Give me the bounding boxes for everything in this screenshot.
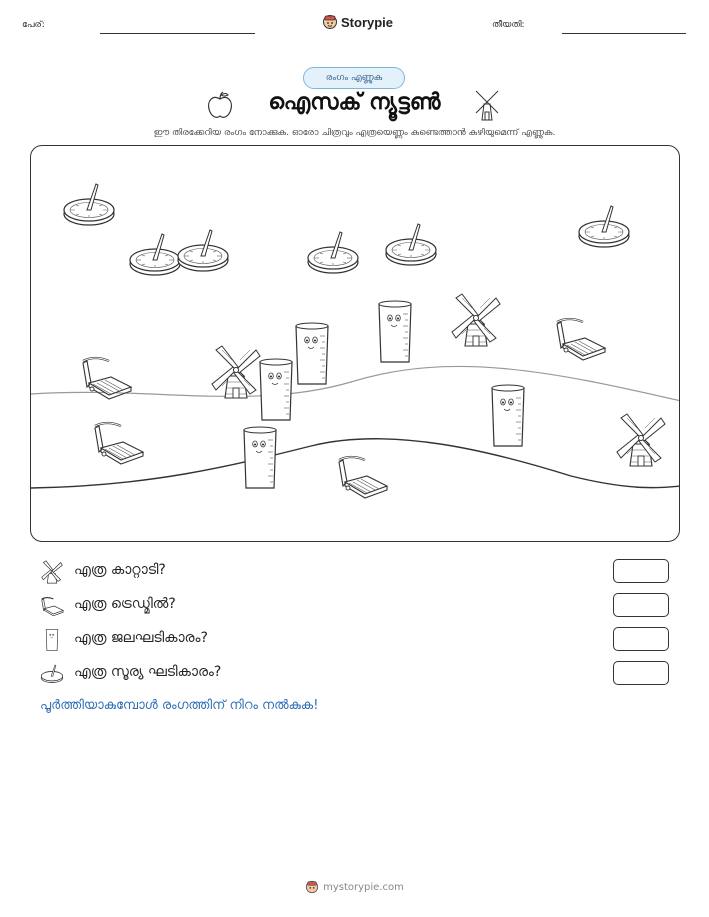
water-clock-icon (260, 359, 292, 420)
scene-drawing (31, 146, 680, 542)
sundial-icon (40, 662, 64, 686)
name-field[interactable] (100, 33, 255, 34)
activity-tag: രംഗം എണ്ണുക (303, 67, 405, 89)
footer (0, 880, 709, 894)
worksheet-header (0, 14, 709, 40)
water-clock-icon (296, 323, 328, 384)
counting-scene (30, 145, 680, 542)
question-text: എത്ര ട്രെഡ്മിൽ? (74, 596, 176, 612)
hill-line (31, 366, 680, 401)
question-text: എത്ര ജലഘടികാരം? (74, 630, 208, 646)
sundial-icon (64, 184, 114, 225)
water-clock-icon (492, 385, 524, 446)
sundial-icon (178, 230, 228, 271)
page-title: ഐസക് ന്യൂട്ടൺ (268, 90, 441, 115)
water-clock-icon (244, 427, 276, 488)
answer-box[interactable] (613, 661, 669, 685)
answer-box[interactable] (613, 559, 669, 583)
question-row (38, 590, 678, 624)
water-clock-icon (379, 301, 411, 362)
answer-box[interactable] (613, 593, 669, 617)
treadmill-icon (557, 319, 605, 360)
treadmill-icon (95, 423, 143, 464)
question-list (38, 556, 678, 692)
sundial-icon (579, 206, 629, 247)
question-row (38, 624, 678, 658)
question-text: എത്ര കാറ്റാടി? (74, 562, 166, 578)
footer-url[interactable]: mystorypie.com (323, 881, 404, 893)
windmill-icon (617, 414, 665, 466)
treadmill-icon (339, 457, 387, 498)
windmill-icon (40, 560, 64, 584)
sundial-icon (386, 224, 436, 265)
storypie-mascot-icon (322, 14, 338, 30)
question-row (38, 556, 678, 590)
coloring-instruction: പൂർത്തിയാകുമ്പോൾ രംഗത്തിന് നിറം നൽകുക! (40, 698, 319, 713)
name-label: പേര്: (22, 20, 45, 30)
storypie-mascot-icon (305, 880, 319, 894)
sundial-icon (130, 234, 180, 275)
date-label: തീയതി: (492, 20, 525, 30)
sundial-icon (308, 232, 358, 273)
water-clock-icon (40, 628, 64, 652)
brand-name: Storypie (341, 14, 394, 30)
windmill-icon (472, 88, 502, 122)
windmill-icon (452, 294, 500, 346)
instructions: ഈ തിരക്കേറിയ രംഗം നോക്കുക. ഓരോ ചിത്രവും എത്രയെണ്ണം കണ്ടെത്താൻ കഴിയുമെന്ന് എണ്ണുക. (153, 128, 556, 138)
date-field[interactable] (562, 33, 686, 34)
windmill-icon (212, 346, 260, 398)
treadmill-icon (40, 594, 64, 618)
brand-logo (322, 14, 393, 30)
question-text: എത്ര സൂര്യ ഘടികാരം? (74, 664, 222, 680)
answer-box[interactable] (613, 627, 669, 651)
question-row (38, 658, 678, 692)
